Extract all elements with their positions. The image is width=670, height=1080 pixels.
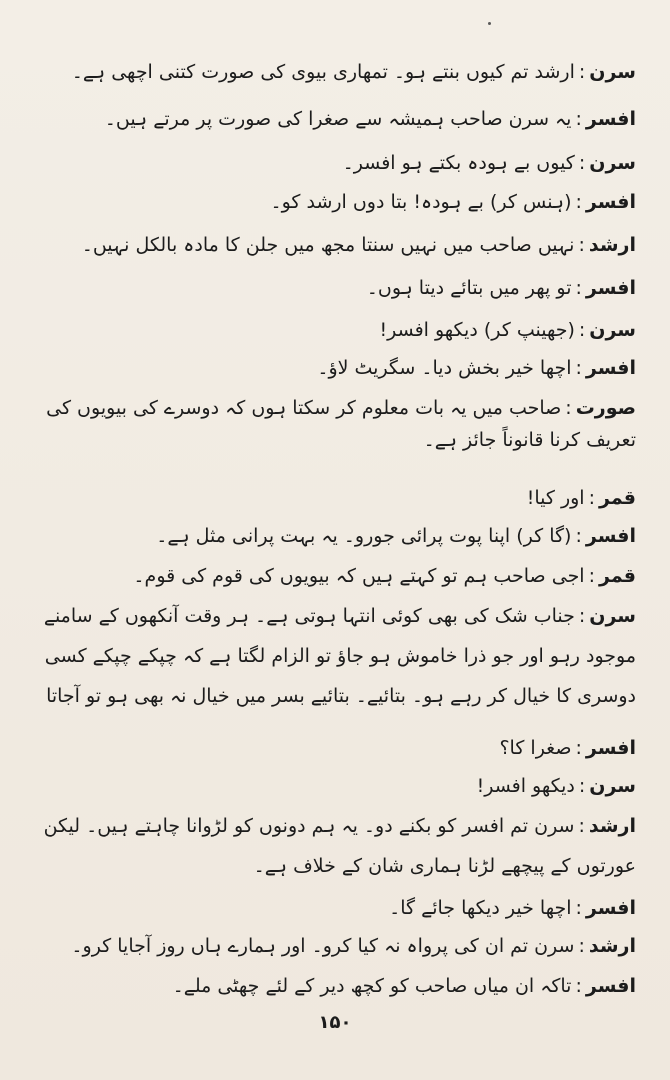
separator: : — [575, 108, 582, 130]
separator: : — [575, 897, 582, 919]
dialogue-line — [34, 766, 636, 806]
dialogue-line — [34, 596, 636, 716]
speaker-name: سرن — [589, 775, 636, 797]
speaker-name: افسر — [585, 191, 636, 213]
speech-text: اچھا خیر دیکھا جائے گا۔ — [389, 897, 572, 919]
speaker-name: افسر — [585, 737, 636, 759]
dialogue-line — [34, 926, 636, 966]
separator: : — [578, 152, 586, 174]
separator: : — [575, 975, 582, 997]
speech-text: تو پھر میں بتائے دیتا ہوں۔ — [366, 277, 572, 299]
speech-text: اچھا خیر بخش دیا۔ سگریٹ لاؤ۔ — [317, 357, 572, 379]
separator: : — [575, 525, 582, 547]
speaker-name: قمر — [599, 487, 636, 509]
dialogue-line — [34, 225, 636, 265]
speaker-name: ارشد — [588, 815, 636, 837]
speaker-name: سرن — [589, 605, 636, 627]
speaker-name: افسر — [585, 277, 636, 299]
speech-text: سرن تم افسر کو بکنے دو۔ یہ ہم دونوں کو لڑوانا چاہتے ہیں۔ لیکن عورتوں کے پیچھے لڑنا ہماری شان کے خلاف ہے۔ — [43, 815, 636, 877]
ink-speck — [488, 22, 491, 25]
separator: : — [578, 234, 585, 256]
dialogue-line — [34, 478, 636, 518]
dialogue-line — [34, 806, 636, 886]
separator: : — [578, 61, 586, 83]
dialogue-line — [34, 966, 636, 1006]
speaker-name: صورت — [575, 397, 636, 419]
separator: : — [575, 277, 582, 299]
speech-text: سرن تم ان کی پرواہ نہ کیا کرو۔ اور ہمارے ہاں روز آجایا کرو۔ — [71, 935, 575, 957]
speaker-name: افسر — [585, 897, 636, 919]
page-number: ۱۵۰ — [318, 1012, 352, 1033]
speaker-name: افسر — [585, 525, 636, 547]
speaker-name: ارشد — [588, 234, 636, 256]
separator: : — [578, 605, 586, 627]
dialogue-line — [34, 728, 636, 768]
speaker-name: سرن — [589, 319, 636, 341]
speech-text: یہ سرن صاحب ہمیشہ سے صغرا کی صورت پر مرتے ہیں۔ — [104, 108, 572, 130]
dialogue-line — [34, 52, 636, 92]
speech-text: کیوں بے ہودہ بکتے ہو افسر۔ — [342, 152, 575, 174]
speaker-name: سرن — [589, 152, 636, 174]
speech-text: تاکہ ان میاں صاحب کو کچھ دیر کے لئے چھٹی ملے۔ — [172, 975, 572, 997]
dialogue-line — [34, 99, 636, 139]
dialogue-line — [34, 348, 636, 388]
speech-text: اور کیا! — [526, 487, 585, 509]
speech-text: صغرا کا؟ — [499, 737, 572, 759]
speech-text: (گا کر) اپنا پوت پرائی جورو۔ یہ بہت پرانی مثل ہے۔ — [156, 525, 572, 547]
dialogue-line — [34, 516, 636, 556]
speaker-name: ارشد — [588, 935, 636, 957]
speaker-name: افسر — [585, 975, 636, 997]
speech-text: صاحب میں یہ بات معلوم کر سکتا ہوں کہ دوسرے کی بیویوں کی تعریف کرنا قانوناً جائز ہے۔ — [46, 397, 636, 451]
dialogue-line — [34, 143, 636, 183]
speech-text: دیکھو افسر! — [476, 775, 575, 797]
speaker-name: افسر — [585, 108, 636, 130]
speaker-name: قمر — [599, 565, 636, 587]
separator: : — [575, 191, 582, 213]
dialogue-line — [34, 392, 636, 456]
separator: : — [575, 737, 582, 759]
separator: : — [565, 397, 572, 419]
separator: : — [578, 935, 585, 957]
speech-text: نہیں صاحب میں نہیں سنتا مجھ میں جلن کا مادہ بالکل نہیں۔ — [81, 234, 575, 256]
speech-text: (جھینپ کر) دیکھو افسر! — [379, 319, 575, 341]
speaker-name: سرن — [589, 61, 636, 83]
dialogue-line — [34, 182, 636, 222]
speech-text: اجی صاحب ہم تو کہتے ہیں کہ بیویوں کی قوم کی قوم۔ — [133, 565, 585, 587]
separator: : — [588, 487, 595, 509]
speaker-name: افسر — [585, 357, 636, 379]
separator: : — [575, 357, 582, 379]
speech-text: (ہنس کر) بے ہودہ! بتا دوں ارشد کو۔ — [270, 191, 572, 213]
dialogue-line — [34, 268, 636, 308]
dialogue-line — [34, 888, 636, 928]
speech-text: جناب شک کی بھی کوئی انتہا ہوتی ہے۔ ہر وقت آنکھوں کے سامنے موجود رہو اور جو ذرا خاموش ہو جاؤ تو الزام لگتا ہے کہ چپکے چپکے کسی دوسری کا خیال کر رہے ہو۔ بتائیے۔ بتائیے بسر میں خیال نہ بھی ہو تو آجاتا — [43, 605, 636, 707]
dialogue-line — [34, 310, 636, 350]
separator: : — [578, 775, 586, 797]
separator: : — [578, 319, 586, 341]
separator: : — [588, 565, 595, 587]
separator: : — [578, 815, 585, 837]
dialogue-line — [34, 556, 636, 596]
speech-text: ارشد تم کیوں بنتے ہو۔ تمھاری بیوی کی صورت کتنی اچھی ہے۔ — [71, 61, 575, 83]
